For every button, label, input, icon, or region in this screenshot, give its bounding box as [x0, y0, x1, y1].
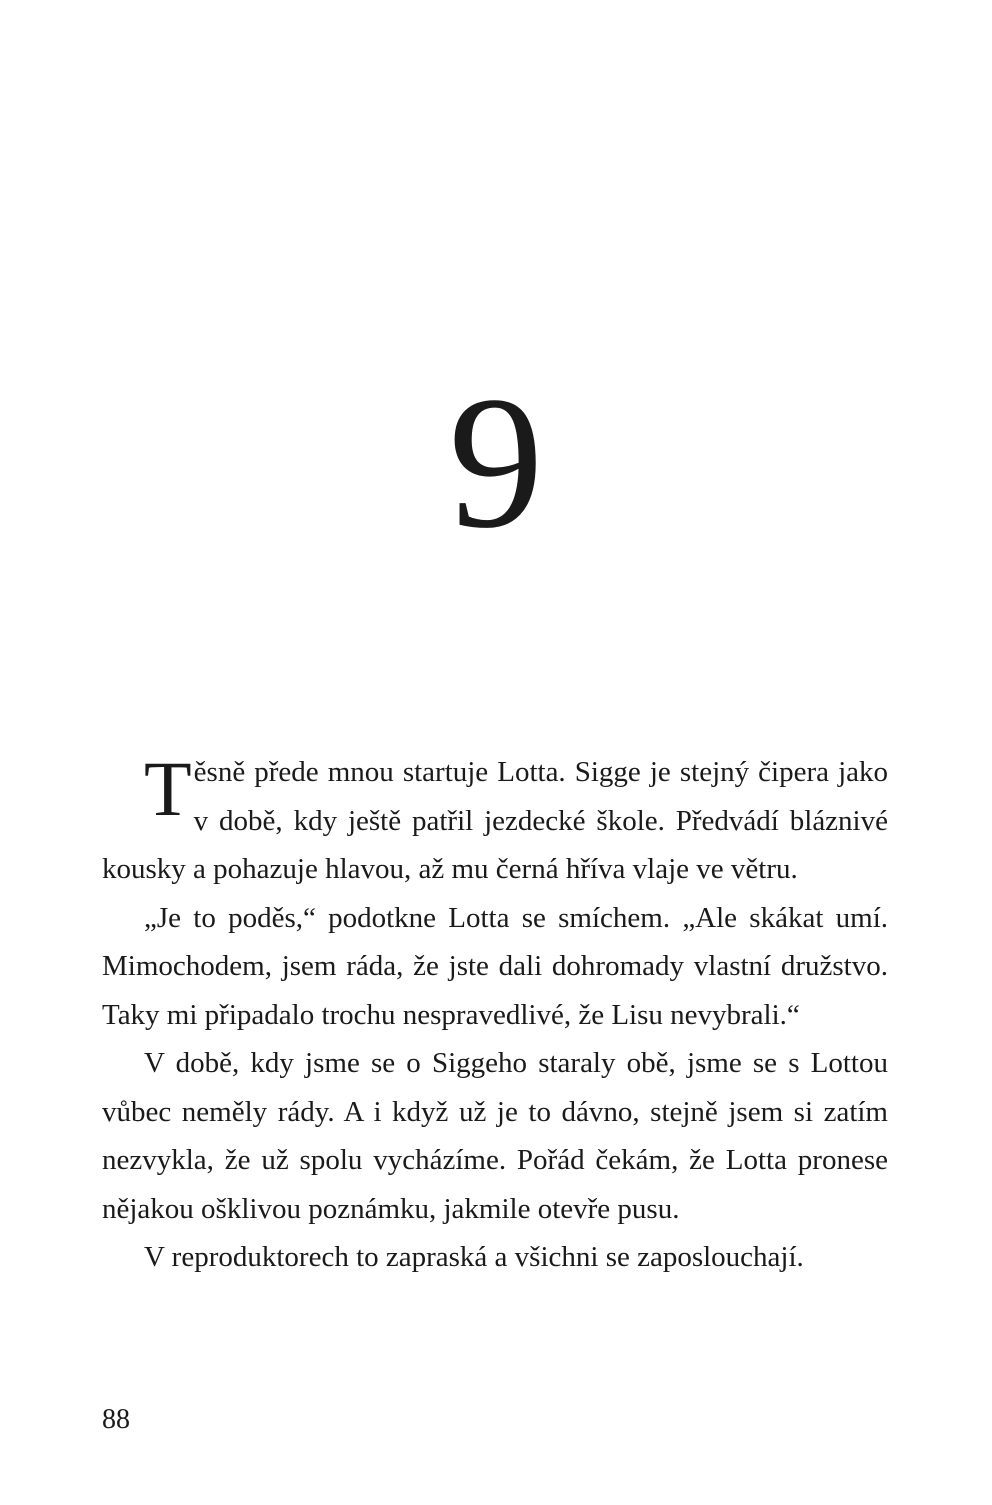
paragraph-4: V reproduktorech to zapraská a všichni se zaposlouchají.: [144, 1241, 804, 1273]
chapter-body: [102, 745, 888, 1282]
page-number: 88: [102, 1404, 130, 1435]
paragraph-1: [102, 745, 888, 894]
paragraph-2: „Je to poděs,“ podotkne Lotta se smíchem. „Ale skákat umí. Mimochodem, jsem ráda, že jste dali dohromady vlastní družstvo. Taky mi připadalo trochu nespravedlivé, že Lisu nevybrali.“: [102, 901, 888, 1031]
chapter-number: 9: [448, 358, 544, 568]
paragraph-3: V době, kdy jsme se o Siggeho staraly obě, jsme se s Lottou vůbec neměly rády. A i když už je to dávno, stejně jsem si zatím nezvykla, že už spolu vycházíme. Pořád čekám, že Lotta pronese nějakou ošklivou poznámku, jakmile otevře pusu.: [102, 1047, 888, 1225]
drop-cap: T: [144, 745, 192, 832]
paragraph-1-text: ěsně přede mnou startuje Lotta. Sigge je stejný čipera jako v době, kdy ještě patřil jezdecké škole. Předvádí bláznivé kousky a pohazuje hlavou, až mu černá hříva vlaje ve větru.: [102, 756, 888, 885]
